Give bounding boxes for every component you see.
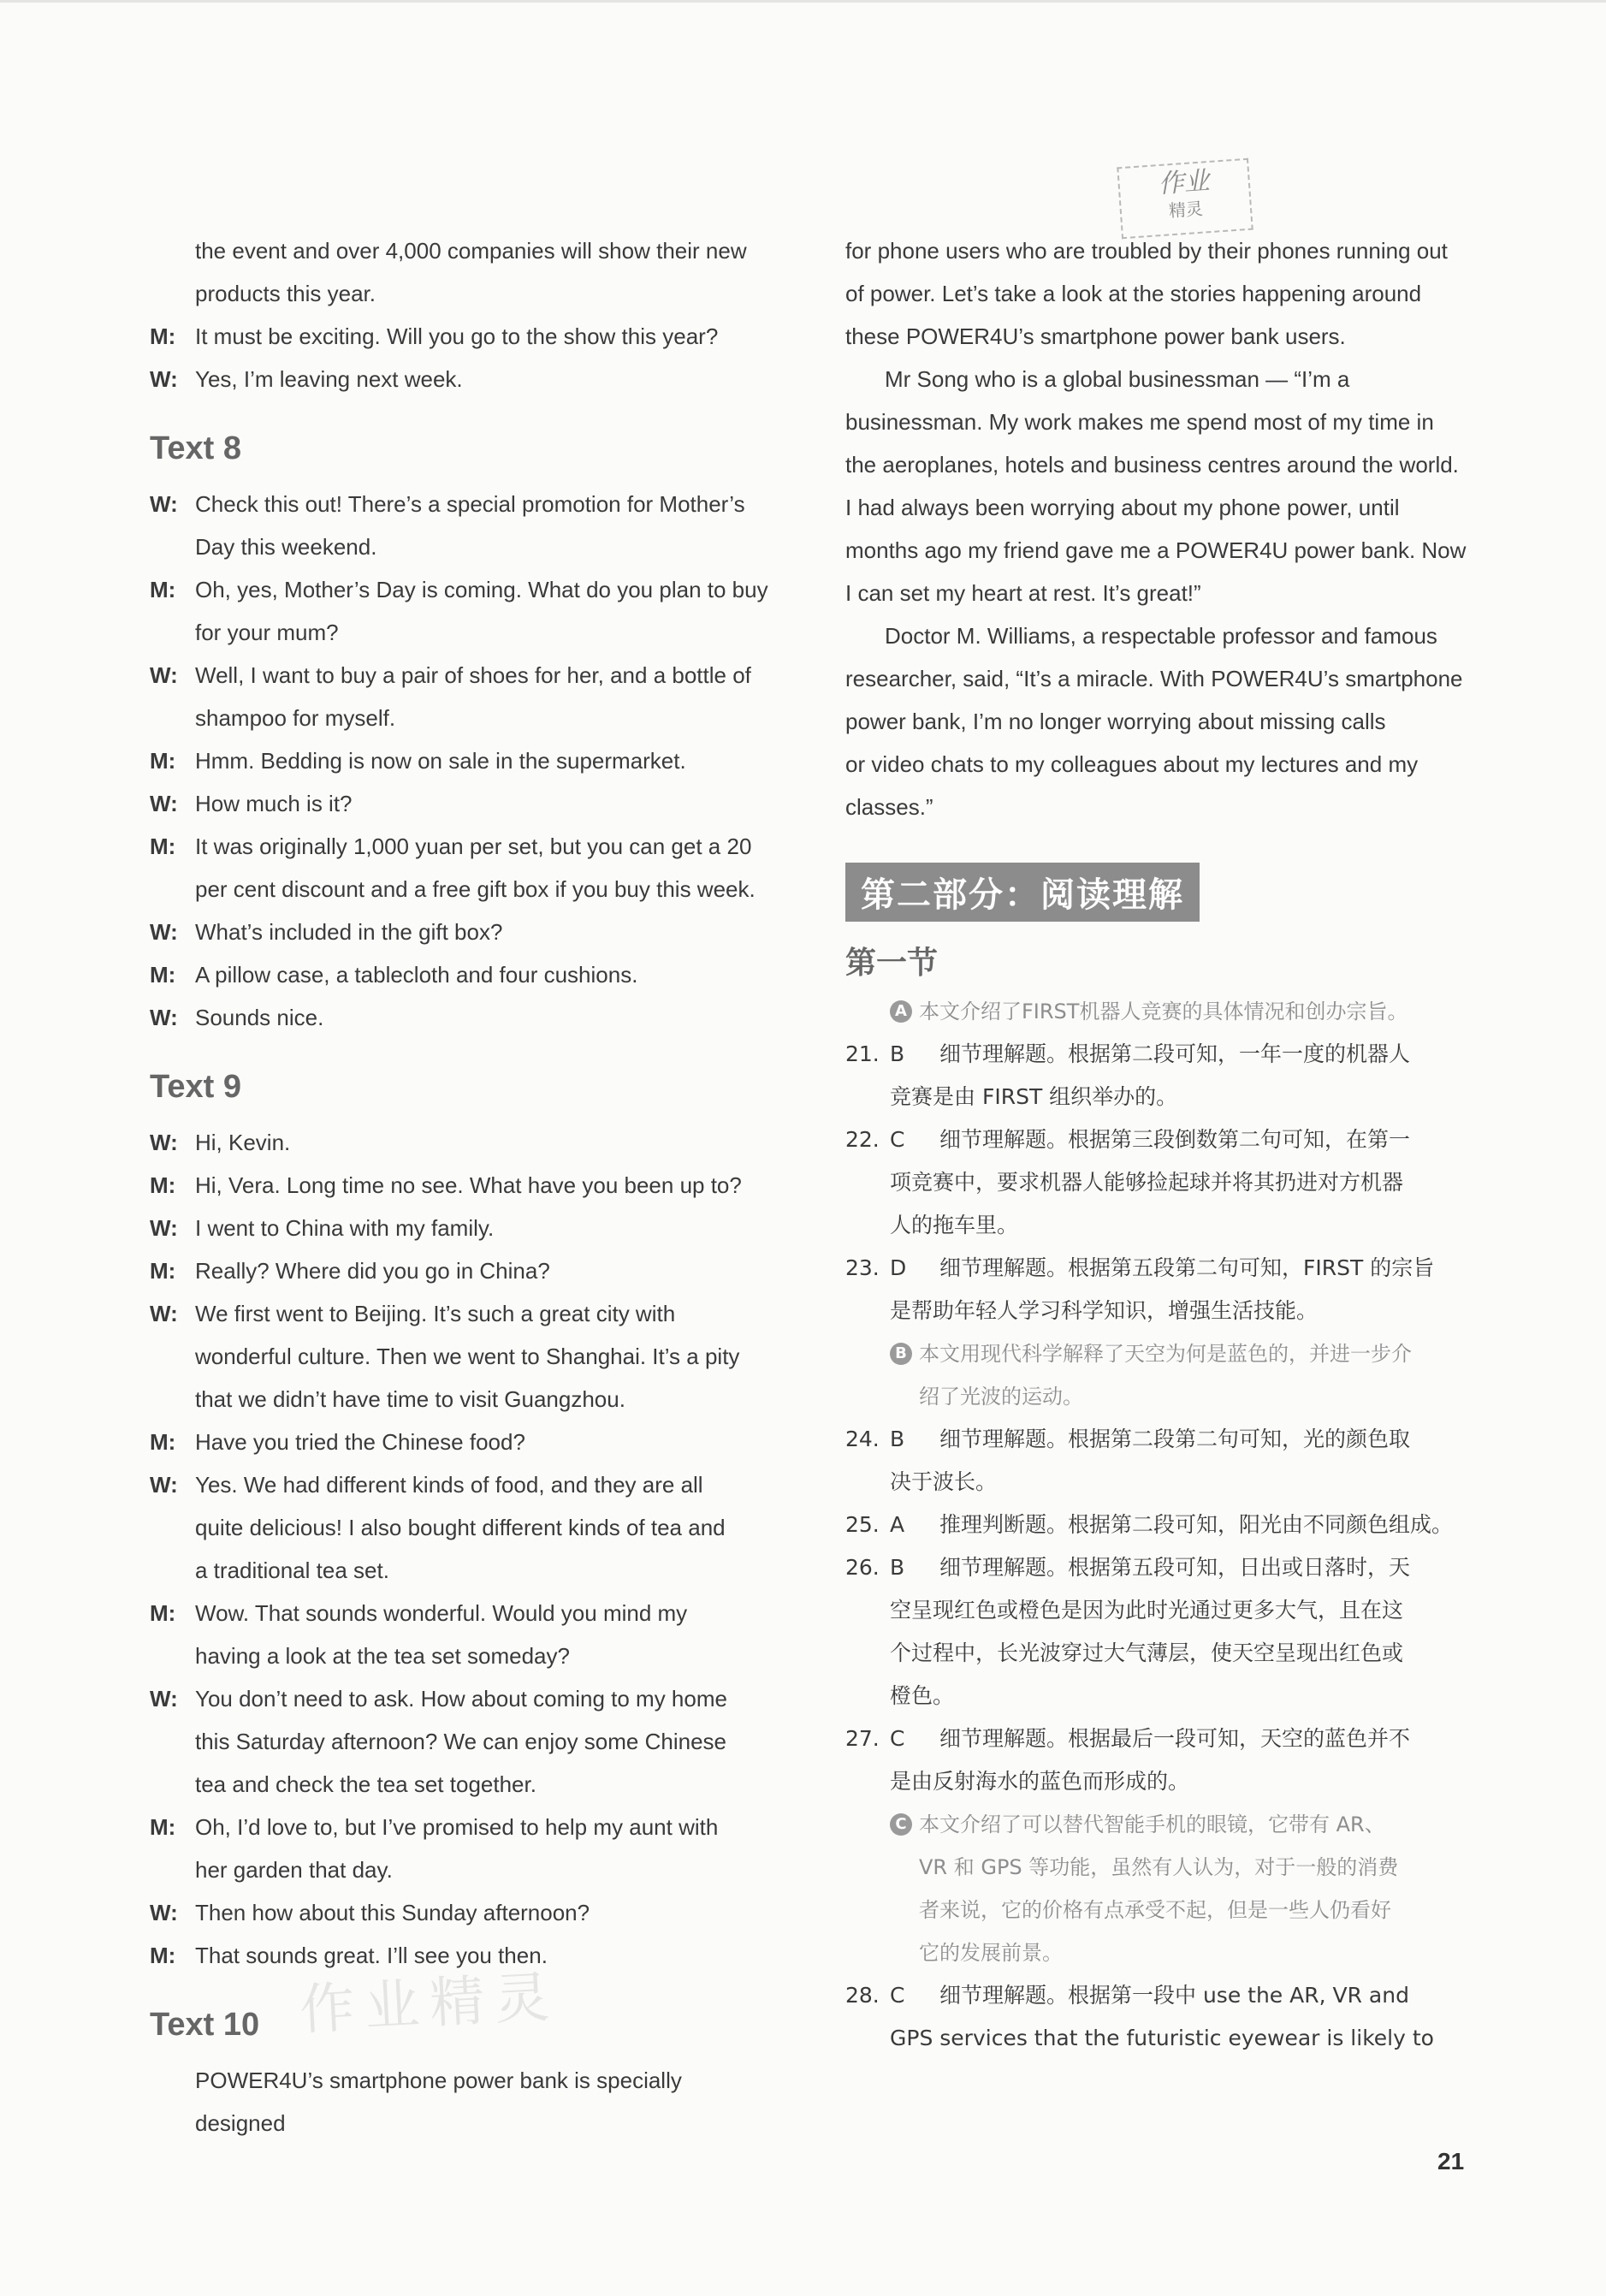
dialogue-line xyxy=(150,953,774,996)
summary-line: 它的发展前景。 xyxy=(919,1941,1063,1965)
explanation-line: 空呈现红色或橙色是因为此时光通过更多大气，且在这 xyxy=(890,1598,1404,1623)
dialogue-line xyxy=(150,1292,774,1421)
dialogue-text xyxy=(195,1592,774,1677)
dialogue-text-line: having a look at the tea set someday? xyxy=(195,1643,570,1669)
paragraph-3 xyxy=(845,614,1470,828)
answer-key: A xyxy=(890,1512,905,1537)
speaker-label: M: xyxy=(150,1429,176,1455)
dialogue-text-line: That sounds great. I’ll see you then. xyxy=(195,1943,548,1968)
dialogue-text-line: Have you tried the Chinese food? xyxy=(195,1429,525,1455)
dialogue-text xyxy=(195,1164,774,1207)
passage-badge: B xyxy=(890,1343,912,1365)
dialogue-text-line: I went to China with my family. xyxy=(195,1215,495,1241)
paragraph-line: researcher, said, “It’s a miracle. With POWER4U’s smartphone xyxy=(845,666,1463,691)
dialogue-text-line: Hi, Vera. Long time no see. What have you been up to? xyxy=(195,1172,742,1198)
text-10-first-line: POWER4U’s smartphone power bank is specially designed xyxy=(195,2068,682,2136)
explanation-line: 人的拖车里。 xyxy=(890,1213,1019,1237)
dialogue-text-line: Check this out! There’s a special promotion for Mother’s xyxy=(195,491,745,517)
dialogue-text xyxy=(195,568,774,654)
question-number: 28. xyxy=(845,1983,880,2008)
explanation-line: 竞赛是由 FIRST 组织举办的。 xyxy=(890,1084,1178,1109)
dialogue-text-line: that we didn’t have time to visit Guangzhou. xyxy=(195,1386,625,1412)
answer-item xyxy=(845,1974,1470,2060)
speaker-label: M: xyxy=(150,834,176,859)
part-banner: 第二部分：阅读理解 xyxy=(845,863,1200,922)
speaker-label: W: xyxy=(150,1472,178,1498)
question-number: 22. xyxy=(845,1127,880,1152)
explanation-line: 细节理解题。根据最后一段可知，天空的蓝色并不 xyxy=(939,1726,1411,1751)
dialogue-text xyxy=(195,1463,774,1592)
explanation-line: 细节理解题。根据第二段可知，一年一度的机器人 xyxy=(939,1041,1411,1066)
answer-item xyxy=(845,1546,1470,1718)
dialogue-text xyxy=(195,911,774,953)
dialogue-text-line: her garden that day. xyxy=(195,1857,393,1883)
passage-summary xyxy=(845,1803,1470,1974)
answer-key: C xyxy=(890,1127,905,1152)
dialogue-text-line: Hi, Kevin. xyxy=(195,1130,291,1155)
dialogue-text-line: How much is it? xyxy=(195,791,353,816)
paragraph-line: Mr Song who is a global businessman — “I’m a xyxy=(885,366,1350,392)
speaker-label: M: xyxy=(150,962,176,988)
dialogue-text xyxy=(195,1121,774,1164)
dialogue-text-line: You don’t need to ask. How about coming to my home xyxy=(195,1686,727,1712)
dialogue-text xyxy=(195,1934,774,1977)
left-column xyxy=(150,229,774,2145)
paragraph-line: months ago my friend gave me a POWER4U power bank. Now xyxy=(845,537,1467,563)
question-number: 27. xyxy=(845,1726,880,1751)
explanation-line: 个过程中，长光波穿过大气薄层，使天空呈现出红色或 xyxy=(890,1640,1404,1665)
answer-explanation xyxy=(890,1546,1470,1718)
dialogue-line xyxy=(150,911,774,953)
answer-explanation xyxy=(890,1718,1470,1803)
section-heading-text-8: Text 8 xyxy=(150,430,242,466)
answer-explanation xyxy=(890,1974,1470,2060)
dialogue-text xyxy=(195,358,774,400)
dialogue-line xyxy=(150,654,774,739)
explanation-line: 是由反射海水的蓝色而形成的。 xyxy=(890,1769,1190,1794)
explanation-line: 细节理解题。根据第一段中 use the AR, VR and xyxy=(939,1983,1409,2008)
speaker-label: W: xyxy=(150,919,178,945)
dialogue-line xyxy=(150,358,774,400)
speaker-label: W: xyxy=(150,1215,178,1241)
dialogue-line xyxy=(150,1592,774,1677)
answer-item xyxy=(845,1247,1470,1332)
dialogue-text-line: It must be exciting. Will you go to the show this year? xyxy=(195,323,719,349)
dialogue-text-line: wonderful culture. Then we went to Shanghai. It’s a pity xyxy=(195,1344,740,1369)
dialogue-text xyxy=(195,483,774,568)
answer-key: D xyxy=(890,1255,907,1280)
summary-line: 本文介绍了FIRST机器人竞赛的具体情况和创办宗旨。 xyxy=(919,1000,1408,1023)
dialogue-text-line: Well, I want to buy a pair of shoes for her, and a bottle of xyxy=(195,662,751,688)
dialogue-text-line: per cent discount and a free gift box if you buy this week. xyxy=(195,876,756,902)
dialogue-text-line: It was originally 1,000 yuan per set, but you can get a 20 xyxy=(195,834,752,859)
zuoye-jingling-stamp xyxy=(1117,158,1253,240)
stamp-line2: 精灵 xyxy=(1168,198,1204,222)
dialogue-line xyxy=(150,1677,774,1806)
dialogue-text xyxy=(195,315,774,358)
passage-badge: A xyxy=(890,1000,912,1023)
paragraph-line: businessman. My work makes me spend most of my time in xyxy=(845,409,1434,435)
passage-summary-text xyxy=(919,1332,1470,1418)
dialogue-line xyxy=(150,568,774,654)
dialogue-line xyxy=(150,996,774,1039)
dialogue-text xyxy=(195,654,774,739)
explanation-line: 项竞赛中，要求机器人能够捡起球并将其扔进对方机器 xyxy=(890,1170,1404,1195)
dialogue-text xyxy=(195,229,774,315)
answer-item xyxy=(845,1504,1470,1546)
paragraph-line: these POWER4U’s smartphone power bank users. xyxy=(845,323,1346,349)
dialogue-text-line: products this year. xyxy=(195,281,376,306)
question-number: 24. xyxy=(845,1427,880,1451)
dialogue-text xyxy=(195,1891,774,1934)
dialogue-line xyxy=(150,825,774,911)
dialogue-text-line: Yes. We had different kinds of food, and they are all xyxy=(195,1472,703,1498)
paragraph-1 xyxy=(845,229,1470,358)
speaker-label: W: xyxy=(150,662,178,688)
dialogue-text-line: this Saturday afternoon? We can enjoy some Chinese xyxy=(195,1729,726,1754)
speaker-label: M: xyxy=(150,1814,176,1840)
summary-line: 者来说，它的价格有点承受不起，但是一些人仍看好 xyxy=(919,1898,1391,1922)
dialogue-line xyxy=(150,483,774,568)
explanation-line: 细节理解题。根据第五段第二句可知，FIRST 的宗旨 xyxy=(939,1255,1435,1280)
dialogue-text xyxy=(195,1806,774,1891)
page-number: 21 xyxy=(1437,2148,1465,2174)
dialogue-text-line: Really? Where did you go in China? xyxy=(195,1258,550,1284)
section-title: 第一节 xyxy=(845,946,939,981)
answer-key: B xyxy=(890,1555,905,1580)
dialogue-text-line: Oh, yes, Mother’s Day is coming. What do you plan to buy xyxy=(195,577,768,602)
passage-summary-text xyxy=(919,1803,1470,1974)
dialogue-text-line: the event and over 4,000 companies will show their new xyxy=(195,238,747,264)
dialogue-line xyxy=(150,1806,774,1891)
dialogue-text xyxy=(195,739,774,782)
answer-item xyxy=(845,1033,1470,1118)
explanation-line: 推理判断题。根据第二段可知，阳光由不同颜色组成。 xyxy=(939,1512,1454,1537)
dialogue-line xyxy=(150,1121,774,1164)
speaker-label: W: xyxy=(150,1686,178,1712)
dialogue-line xyxy=(150,1207,774,1249)
paragraph-line: I had always been worrying about my phone power, until xyxy=(845,495,1400,520)
dialogue-text xyxy=(195,1249,774,1292)
part-banner-wrap xyxy=(845,828,1470,940)
explanation-line: 橙色。 xyxy=(890,1683,955,1708)
speaker-label: M: xyxy=(150,748,176,774)
paragraph-line: Doctor M. Williams, a respectable professor and famous xyxy=(885,623,1437,649)
dialogue-text-line: tea and check the tea set together. xyxy=(195,1771,536,1797)
question-number: 26. xyxy=(845,1555,880,1580)
dialogue-line xyxy=(150,1463,774,1592)
speaker-label: M: xyxy=(150,577,176,602)
dialogue-text xyxy=(195,1207,774,1249)
paragraph-line: for phone users who are troubled by their phones running out xyxy=(845,238,1448,264)
speaker-label: M: xyxy=(150,323,176,349)
speaker-label: W: xyxy=(150,1301,178,1326)
passage-summary xyxy=(845,990,1470,1033)
speaker-label: M: xyxy=(150,1600,176,1626)
answer-explanation xyxy=(890,1418,1470,1504)
paragraph-line: I can set my heart at rest. It’s great!” xyxy=(845,580,1201,606)
paragraph-line: the aeroplanes, hotels and business centres around the world. xyxy=(845,452,1459,478)
paragraph-line: of power. Let’s take a look at the stories happening around xyxy=(845,281,1422,306)
speaker-label: W: xyxy=(150,791,178,816)
explanation-line: 细节理解题。根据第三段倒数第二句可知，在第一 xyxy=(939,1127,1411,1152)
paragraph-2 xyxy=(845,358,1470,614)
dialogue-line xyxy=(150,229,774,315)
question-number: 21. xyxy=(845,1041,880,1066)
answer-key: C xyxy=(890,1983,905,2008)
answer-key: B xyxy=(890,1427,905,1451)
answer-explanation xyxy=(890,1033,1470,1118)
dialogue-text xyxy=(195,953,774,996)
dialogue-text xyxy=(195,996,774,1039)
dialogue-text xyxy=(195,1292,774,1421)
dialogue-text-line: Hmm. Bedding is now on sale in the supermarket. xyxy=(195,748,686,774)
answer-item xyxy=(845,1718,1470,1803)
dialogue-text-line: Yes, I’m leaving next week. xyxy=(195,366,463,392)
dialogue-text-line: Oh, I’d love to, but I’ve promised to help my aunt with xyxy=(195,1814,719,1840)
explanation-line: 是帮助年轻人学习科学知识，增强生活技能。 xyxy=(890,1298,1319,1323)
dialogue-text-line: a traditional tea set. xyxy=(195,1557,389,1583)
dialogue-text-line: We first went to Beijing. It’s such a great city with xyxy=(195,1301,676,1326)
passage-summary xyxy=(845,1332,1470,1418)
answer-item xyxy=(845,1418,1470,1504)
answer-explanation xyxy=(939,1504,1470,1546)
dialogue-line xyxy=(150,1164,774,1207)
dialogue-text-line: Sounds nice. xyxy=(195,1005,324,1030)
section-heading-text-10: Text 10 xyxy=(150,2007,260,2043)
answer-key: B xyxy=(890,1041,905,1066)
dialogue-line xyxy=(150,1249,774,1292)
dialogue-text-line: A pillow case, a tablecloth and four cushions. xyxy=(195,962,638,988)
dialogue-text xyxy=(195,825,774,911)
summary-line: VR 和 GPS 等功能，虽然有人认为，对于一般的消费 xyxy=(919,1855,1399,1879)
dialogue-text xyxy=(195,782,774,825)
dialogue-text xyxy=(195,1677,774,1806)
dialogue-text-line: Then how about this Sunday afternoon? xyxy=(195,1900,590,1925)
paragraph-line: classes.” xyxy=(845,794,933,820)
answer-explanation xyxy=(890,1118,1470,1247)
speaker-label xyxy=(150,229,195,315)
dialogue-text-line: for your mum? xyxy=(195,620,339,645)
speaker-label: M: xyxy=(150,1172,176,1198)
right-column xyxy=(845,229,1470,2060)
speaker-label: W: xyxy=(150,1005,178,1030)
passage-badge: C xyxy=(890,1813,912,1836)
passage-summary-text xyxy=(919,990,1470,1033)
dialogue-line xyxy=(150,1891,774,1934)
dialogue-line xyxy=(150,315,774,358)
speaker-label: M: xyxy=(150,1258,176,1284)
stamp-line1: 作业 xyxy=(1157,165,1211,200)
summary-line: 本文介绍了可以替代智能手机的眼镜，它带有 AR、 xyxy=(919,1812,1385,1836)
question-number: 23. xyxy=(845,1255,880,1280)
explanation-line: 决于波长。 xyxy=(890,1469,998,1494)
answer-explanation xyxy=(890,1247,1470,1332)
paragraph-line: or video chats to my colleagues about my lectures and my xyxy=(845,751,1419,777)
watermark: 作业精灵 xyxy=(298,1966,562,2043)
dialogue-text-line: quite delicious! I also bought different kinds of tea and xyxy=(195,1515,726,1540)
dialogue-text-line: shampoo for myself. xyxy=(195,705,396,731)
speaker-label: W: xyxy=(150,491,178,517)
summary-line: 绍了光波的运动。 xyxy=(919,1385,1083,1409)
explanation-line: 细节理解题。根据第二段第二句可知，光的颜色取 xyxy=(939,1427,1411,1451)
explanation-line: GPS services that the futuristic eyewear is likely to xyxy=(890,2026,1434,2050)
dialogue-text-line: Day this weekend. xyxy=(195,534,377,560)
dialogue-line xyxy=(150,1934,774,1977)
dialogue-line xyxy=(150,1421,774,1463)
question-number: 25. xyxy=(845,1512,880,1537)
answer-key: C xyxy=(890,1726,905,1751)
section-heading-text-9: Text 9 xyxy=(150,1069,242,1105)
speaker-label: W: xyxy=(150,1130,178,1155)
dialogue-line xyxy=(150,782,774,825)
answer-item xyxy=(845,1118,1470,1247)
summary-line: 本文用现代科学解释了天空为何是蓝色的，并进一步介 xyxy=(919,1342,1412,1366)
speaker-label: M: xyxy=(150,1943,176,1968)
dialogue-line xyxy=(150,739,774,782)
explanation-line: 细节理解题。根据第五段可知，日出或日落时，天 xyxy=(939,1555,1411,1580)
speaker-label: W: xyxy=(150,1900,178,1925)
paragraph-line: power bank, I’m no longer worrying about missing calls xyxy=(845,709,1386,734)
scan-edge xyxy=(0,0,1606,3)
dialogue-text-line: Wow. That sounds wonderful. Would you mind my xyxy=(195,1600,688,1626)
dialogue-text xyxy=(195,1421,774,1463)
dialogue-text-line: What’s included in the gift box? xyxy=(195,919,503,945)
speaker-label: W: xyxy=(150,366,178,392)
